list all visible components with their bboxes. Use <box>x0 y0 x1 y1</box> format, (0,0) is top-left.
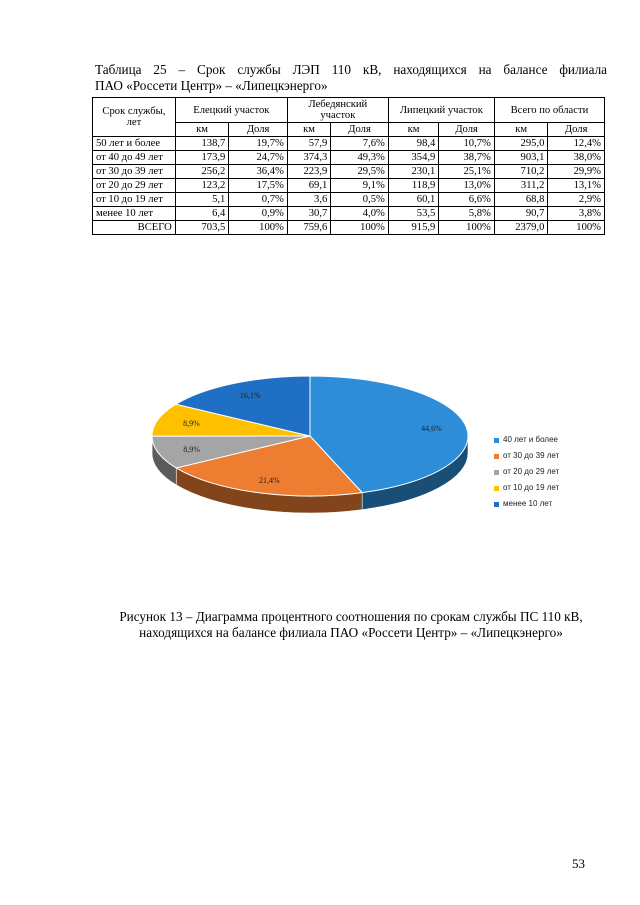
table-cell: 68,8 <box>494 193 548 207</box>
table-cell: 3,8% <box>548 207 605 221</box>
total-cell: 100% <box>229 221 288 235</box>
table-cell: 256,2 <box>175 165 229 179</box>
pie-data-label: 44,6% <box>421 424 442 434</box>
table-caption <box>95 62 607 94</box>
row-label: 50 лет и более <box>93 137 176 151</box>
subheader: Доля <box>229 123 288 137</box>
table-cell: 90,7 <box>494 207 548 221</box>
figure-caption-line-1: Рисунок 13 – Диаграмма процентного соотношения по срокам службы ПС 110 кВ, <box>119 609 583 624</box>
table-cell: 29,9% <box>548 165 605 179</box>
table-cell: 0,5% <box>331 193 389 207</box>
legend-swatch <box>494 438 499 443</box>
table-cell: 9,1% <box>331 179 389 193</box>
table-cell: 311,2 <box>494 179 548 193</box>
table-cell: 354,9 <box>388 151 438 165</box>
table-cell: 30,7 <box>287 207 330 221</box>
table-cell: 19,7% <box>229 137 288 151</box>
page-number: 53 <box>572 856 585 871</box>
row-label: менее 10 лет <box>93 207 176 221</box>
figure-caption <box>95 609 607 641</box>
legend-item <box>494 496 559 512</box>
row-label: от 20 до 29 лет <box>93 179 176 193</box>
total-cell: 2379,0 <box>494 221 548 235</box>
table-cell: 6,6% <box>439 193 495 207</box>
total-label: ВСЕГО <box>93 221 176 235</box>
pie-data-label: 16,1% <box>239 391 261 401</box>
table-row <box>93 151 605 165</box>
total-cell: 100% <box>548 221 605 235</box>
legend-swatch <box>494 470 499 475</box>
subheader: Доля <box>439 123 495 137</box>
table-cell: 98,4 <box>388 137 438 151</box>
subheader: Доля <box>548 123 605 137</box>
row-label: от 40 до 49 лет <box>93 151 176 165</box>
legend-swatch <box>494 486 499 491</box>
table-cell: 223,9 <box>287 165 330 179</box>
table-cell: 295,0 <box>494 137 548 151</box>
table-cell: 230,1 <box>388 165 438 179</box>
table-cell: 17,5% <box>229 179 288 193</box>
table-cell: 53,5 <box>388 207 438 221</box>
table-cell: 3,6 <box>287 193 330 207</box>
table-caption-line-1: Таблица 25 – Срок службы ЛЭП 110 кВ, находящихся на балансе филиала <box>95 62 607 77</box>
table-row <box>93 165 605 179</box>
table-cell: 60,1 <box>388 193 438 207</box>
pie-data-label: 8,9% <box>183 444 200 454</box>
table-caption-line-2: ПАО «Россети Центр» – «Липецкэнерго» <box>95 78 328 93</box>
table-cell: 10,7% <box>439 137 495 151</box>
row-label: от 30 до 39 лет <box>93 165 176 179</box>
table-cell: 0,7% <box>229 193 288 207</box>
total-cell: 100% <box>331 221 389 235</box>
table-cell: 0,9% <box>229 207 288 221</box>
table-row <box>93 179 605 193</box>
table-cell: 710,2 <box>494 165 548 179</box>
legend-label: от 10 до 19 лет <box>503 483 560 492</box>
table-cell: 4,0% <box>331 207 389 221</box>
total-cell: 915,9 <box>388 221 438 235</box>
table-cell: 2,9% <box>548 193 605 207</box>
legend-item <box>494 480 559 496</box>
legend-item <box>494 464 559 480</box>
table-cell: 57,9 <box>287 137 330 151</box>
table-cell: 13,0% <box>439 179 495 193</box>
total-cell: 759,6 <box>287 221 330 235</box>
pie-chart <box>140 370 480 560</box>
table-cell: 38,0% <box>548 151 605 165</box>
subheader: км <box>388 123 438 137</box>
chart-legend <box>494 432 559 512</box>
group-header: Елецкий участок <box>175 98 287 123</box>
subheader: Доля <box>331 123 389 137</box>
total-cell: 100% <box>439 221 495 235</box>
legend-label: от 30 до 39 лет <box>503 451 560 460</box>
service-life-table <box>92 97 605 235</box>
legend-item <box>494 432 559 448</box>
table-total-row <box>93 221 605 235</box>
table-cell: 49,3% <box>331 151 389 165</box>
legend-item <box>494 448 559 464</box>
table-row <box>93 193 605 207</box>
table-cell: 38,7% <box>439 151 495 165</box>
table-cell: 24,7% <box>229 151 288 165</box>
total-cell: 703,5 <box>175 221 229 235</box>
subheader: км <box>175 123 229 137</box>
table-cell: 123,2 <box>175 179 229 193</box>
table-cell: 6,4 <box>175 207 229 221</box>
table-cell: 7,6% <box>331 137 389 151</box>
legend-swatch <box>494 454 499 459</box>
legend-label: 40 лет и более <box>503 435 558 444</box>
figure-caption-line-2: находящихся на балансе филиала ПАО «Россети Центр» – «Липецкэнерго» <box>139 625 563 640</box>
table-cell: 29,5% <box>331 165 389 179</box>
legend-label: от 20 до 29 лет <box>503 467 560 476</box>
table-cell: 36,4% <box>229 165 288 179</box>
pie-data-label: 8,9% <box>183 419 200 429</box>
table-cell: 173,9 <box>175 151 229 165</box>
table-cell: 374,3 <box>287 151 330 165</box>
table-cell: 138,7 <box>175 137 229 151</box>
table-cell: 25,1% <box>439 165 495 179</box>
table-row <box>93 207 605 221</box>
table-cell: 5,8% <box>439 207 495 221</box>
row-label: от 10 до 19 лет <box>93 193 176 207</box>
pie-data-label: 21,4% <box>258 476 280 486</box>
table-cell: 118,9 <box>388 179 438 193</box>
group-header: Всего по области <box>494 98 604 123</box>
subheader: км <box>494 123 548 137</box>
group-header: Липецкий участок <box>388 98 494 123</box>
table-cell: 69,1 <box>287 179 330 193</box>
table-row <box>93 137 605 151</box>
table-cell: 5,1 <box>175 193 229 207</box>
table-cell: 903,1 <box>494 151 548 165</box>
table-corner-header: Срок службы, лет <box>93 98 176 137</box>
subheader: км <box>287 123 330 137</box>
legend-swatch <box>494 502 499 507</box>
legend-label: менее 10 лет <box>503 499 553 508</box>
group-header: Лебедянский участок <box>287 98 388 123</box>
table-cell: 12,4% <box>548 137 605 151</box>
table-cell: 13,1% <box>548 179 605 193</box>
